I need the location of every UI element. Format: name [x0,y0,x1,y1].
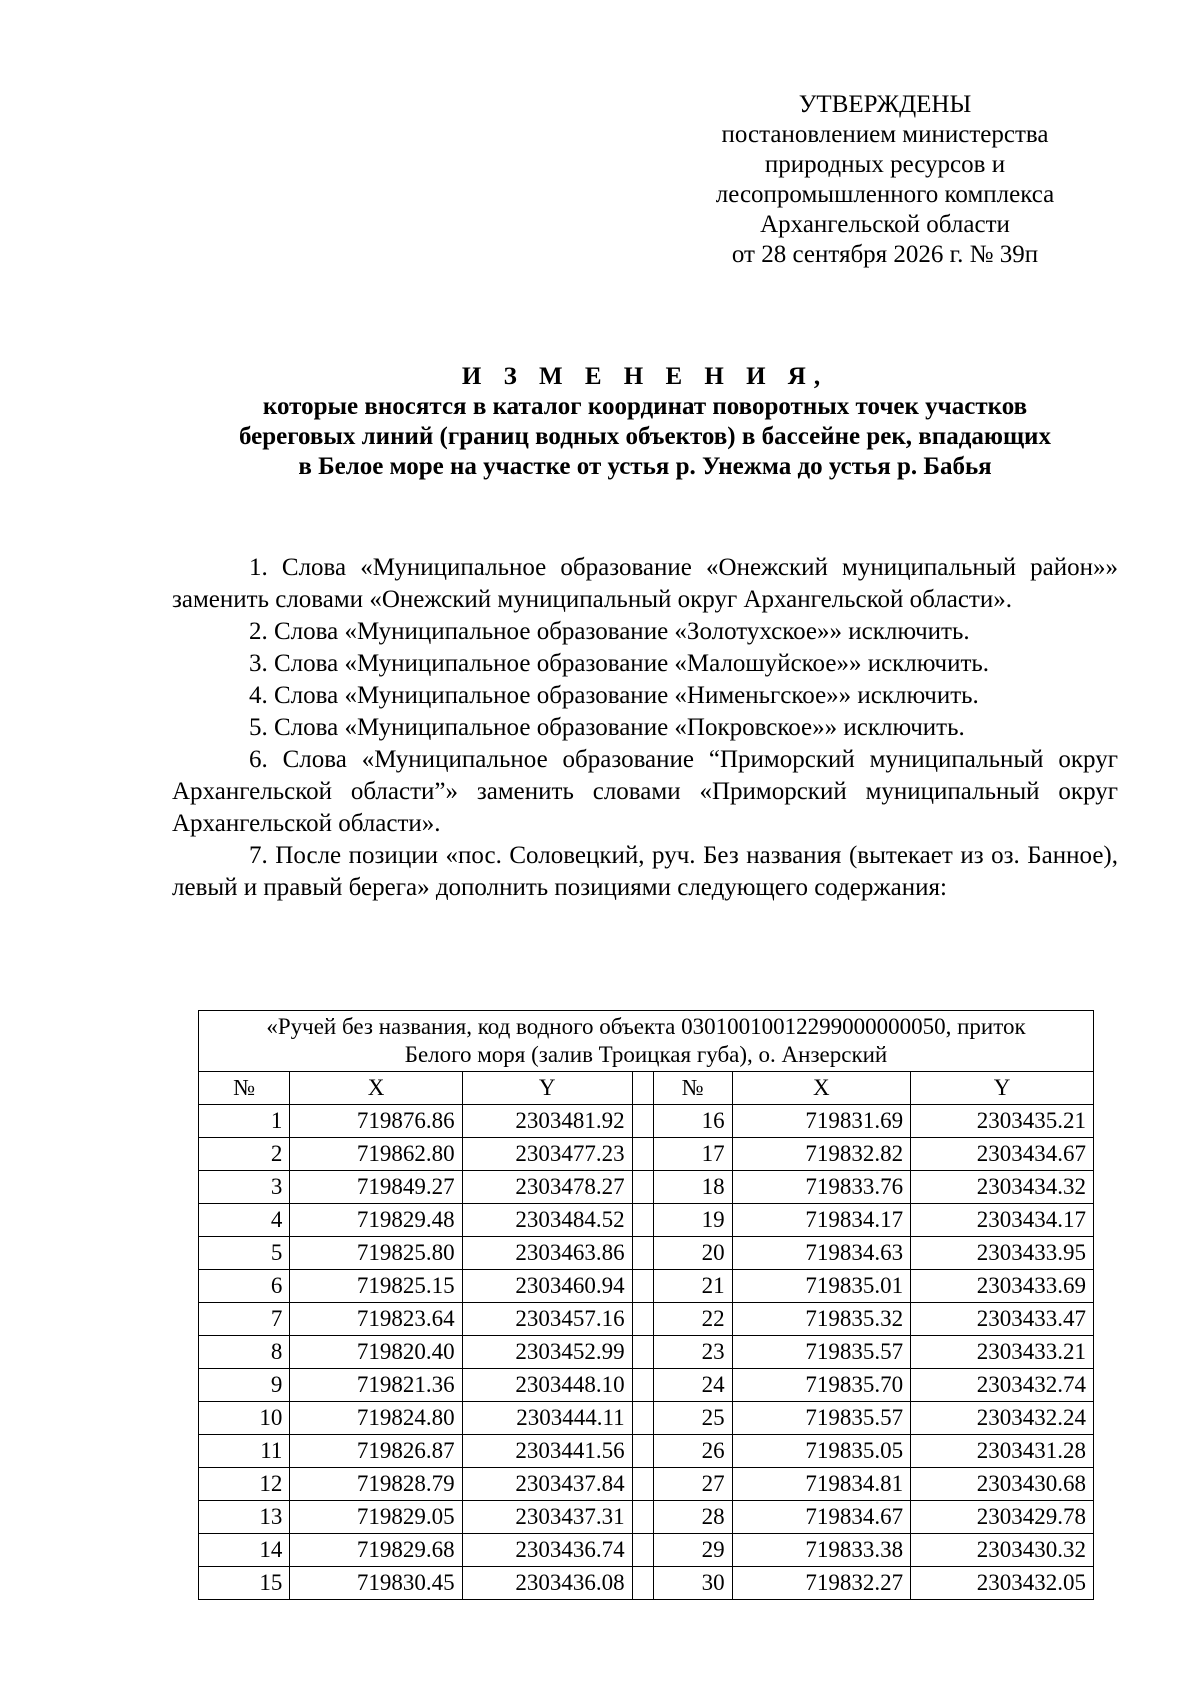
title-line: в Белое море на участке от устья р. Унежма до устья р. Бабья [298,453,992,480]
x-coordinate: 719834.81 [732,1468,911,1501]
table-header-row [199,1072,1094,1105]
paragraph: 3. Слова «Муниципальное образование «Малошуйское»» исключить. [249,650,990,677]
y-coordinate: 2303460.94 [462,1270,632,1303]
y-coordinate: 2303437.31 [462,1501,632,1534]
y-coordinate: 2303431.28 [911,1435,1094,1468]
y-coordinate: 2303444.11 [462,1402,632,1435]
y-coordinate: 2303433.95 [911,1237,1094,1270]
column-gap [632,1270,653,1303]
paragraph: 6. Слова «Муниципальное образование “Приморский муниципальный округ Архангельской области”» заменить словами «Приморский муниципальный округ Архангельской области». [172,746,1118,837]
approval-line: Архангельской области [760,211,1010,238]
y-coordinate: 2303434.17 [911,1204,1094,1237]
approval-line: от 28 сентября 2026 г. № 39п [731,241,1039,268]
y-coordinate: 2303430.32 [911,1534,1094,1567]
y-coordinate: 2303463.86 [462,1237,632,1270]
y-coordinate: 2303437.84 [462,1468,632,1501]
point-number: 16 [653,1105,732,1138]
table-row [199,1204,1094,1237]
y-coordinate: 2303433.69 [911,1270,1094,1303]
x-coordinate: 719820.40 [290,1336,462,1369]
x-coordinate: 719835.01 [732,1270,911,1303]
point-number: 7 [199,1303,290,1336]
x-coordinate: 719828.79 [290,1468,462,1501]
x-coordinate: 719823.64 [290,1303,462,1336]
point-number: 4 [199,1204,290,1237]
column-header: X [732,1072,911,1105]
column-gap [632,1303,653,1336]
table-row [199,1468,1094,1501]
y-coordinate: 2303436.74 [462,1534,632,1567]
x-coordinate: 719833.38 [732,1534,911,1567]
column-gap [632,1237,653,1270]
point-number: 13 [199,1501,290,1534]
x-coordinate: 719825.15 [290,1270,462,1303]
x-coordinate: 719821.36 [290,1369,462,1402]
x-coordinate: 719832.82 [732,1138,911,1171]
point-number: 10 [199,1402,290,1435]
y-coordinate: 2303432.24 [911,1402,1094,1435]
point-number: 23 [653,1336,732,1369]
x-coordinate: 719834.17 [732,1204,911,1237]
table-row [199,1105,1094,1138]
y-coordinate: 2303434.67 [911,1138,1094,1171]
table-caption [199,1011,1094,1072]
table-row [199,1402,1094,1435]
column-gap [632,1138,653,1171]
table-row [199,1237,1094,1270]
table-row [199,1435,1094,1468]
column-header: Y [911,1072,1094,1105]
point-number: 15 [199,1567,290,1600]
y-coordinate: 2303457.16 [462,1303,632,1336]
point-number: 9 [199,1369,290,1402]
column-gap [632,1435,653,1468]
y-coordinate: 2303481.92 [462,1105,632,1138]
x-coordinate: 719835.70 [732,1369,911,1402]
coordinates-table [198,1010,1094,1600]
approval-stamp [655,90,1115,270]
point-number: 12 [199,1468,290,1501]
x-coordinate: 719829.05 [290,1501,462,1534]
x-coordinate: 719832.27 [732,1567,911,1600]
title-line: береговых линий (границ водных объектов) в бассейне рек, впадающих [239,423,1051,450]
y-coordinate: 2303432.05 [911,1567,1094,1600]
point-number: 22 [653,1303,732,1336]
y-coordinate: 2303433.47 [911,1303,1094,1336]
y-coordinate: 2303433.21 [911,1336,1094,1369]
table-row [199,1270,1094,1303]
column-header: № [199,1072,290,1105]
x-coordinate: 719825.80 [290,1237,462,1270]
x-coordinate: 719834.67 [732,1501,911,1534]
x-coordinate: 719876.86 [290,1105,462,1138]
point-number: 17 [653,1138,732,1171]
x-coordinate: 719849.27 [290,1171,462,1204]
table-row [199,1303,1094,1336]
point-number: 21 [653,1270,732,1303]
point-number: 18 [653,1171,732,1204]
approval-line: постановлением министерства [721,121,1049,148]
title-line: которые вносятся в каталог координат поворотных точек участков [262,393,1028,420]
point-number: 5 [199,1237,290,1270]
caption-line: «Ручей без названия, код водного объекта 03010010012299000000050, приток [266,1014,1026,1039]
table-row [199,1369,1094,1402]
point-number: 24 [653,1369,732,1402]
point-number: 28 [653,1501,732,1534]
column-header: X [290,1072,462,1105]
column-gap [632,1534,653,1567]
y-coordinate: 2303484.52 [462,1204,632,1237]
approval-line: лесопромышленного комплекса [715,181,1055,208]
column-gap [632,1567,653,1600]
amendments-body [172,552,1118,904]
paragraph: 1. Слова «Муниципальное образование «Онежский муниципальный район»» заменить словами «Онежский муниципальный округ Архангельской области». [172,554,1118,613]
x-coordinate: 719829.68 [290,1534,462,1567]
y-coordinate: 2303430.68 [911,1468,1094,1501]
x-coordinate: 719835.57 [732,1336,911,1369]
column-header: № [653,1072,732,1105]
paragraph: 7. После позиции «пос. Соловецкий, руч. Без названия (вытекает из оз. Банное), левый и правый берега» дополнить позициями следующего содержания: [172,842,1118,901]
approval-line: природных ресурсов и [764,151,1006,178]
column-gap [632,1204,653,1237]
x-coordinate: 719834.63 [732,1237,911,1270]
x-coordinate: 719835.32 [732,1303,911,1336]
point-number: 26 [653,1435,732,1468]
document-title [170,362,1120,482]
column-gap [632,1171,653,1204]
x-coordinate: 719862.80 [290,1138,462,1171]
column-gap [632,1072,653,1105]
table-row [199,1534,1094,1567]
point-number: 6 [199,1270,290,1303]
y-coordinate: 2303429.78 [911,1501,1094,1534]
y-coordinate: 2303434.32 [911,1171,1094,1204]
paragraph: 4. Слова «Муниципальное образование «Нименьгское»» исключить. [249,682,979,709]
y-coordinate: 2303436.08 [462,1567,632,1600]
point-number: 20 [653,1237,732,1270]
table-row [199,1501,1094,1534]
x-coordinate: 719829.48 [290,1204,462,1237]
x-coordinate: 719830.45 [290,1567,462,1600]
caption-line: Белого моря (залив Троицкая губа), о. Анзерский [404,1042,888,1067]
approval-line: УТВЕРЖДЕНЫ [798,91,972,118]
table-row [199,1567,1094,1600]
y-coordinate: 2303478.27 [462,1171,632,1204]
x-coordinate: 719831.69 [732,1105,911,1138]
table-row [199,1138,1094,1171]
x-coordinate: 719826.87 [290,1435,462,1468]
column-gap [632,1402,653,1435]
y-coordinate: 2303477.23 [462,1138,632,1171]
point-number: 25 [653,1402,732,1435]
point-number: 2 [199,1138,290,1171]
point-number: 30 [653,1567,732,1600]
title-heading: И З М Е Н Е Н И Я, [461,363,829,390]
x-coordinate: 719824.80 [290,1402,462,1435]
point-number: 14 [199,1534,290,1567]
paragraph: 2. Слова «Муниципальное образование «Золотухское»» исключить. [249,618,970,645]
y-coordinate: 2303452.99 [462,1336,632,1369]
point-number: 11 [199,1435,290,1468]
paragraph: 5. Слова «Муниципальное образование «Покровское»» исключить. [249,714,965,741]
column-gap [632,1105,653,1138]
table-body [199,1105,1094,1600]
table-row [199,1171,1094,1204]
y-coordinate: 2303432.74 [911,1369,1094,1402]
point-number: 27 [653,1468,732,1501]
column-gap [632,1501,653,1534]
point-number: 8 [199,1336,290,1369]
column-gap [632,1369,653,1402]
column-header: Y [462,1072,632,1105]
y-coordinate: 2303435.21 [911,1105,1094,1138]
x-coordinate: 719835.05 [732,1435,911,1468]
x-coordinate: 719835.57 [732,1402,911,1435]
point-number: 29 [653,1534,732,1567]
table-row [199,1336,1094,1369]
column-gap [632,1468,653,1501]
point-number: 19 [653,1204,732,1237]
column-gap [632,1336,653,1369]
y-coordinate: 2303441.56 [462,1435,632,1468]
point-number: 1 [199,1105,290,1138]
point-number: 3 [199,1171,290,1204]
table-caption-row [199,1011,1094,1072]
x-coordinate: 719833.76 [732,1171,911,1204]
y-coordinate: 2303448.10 [462,1369,632,1402]
